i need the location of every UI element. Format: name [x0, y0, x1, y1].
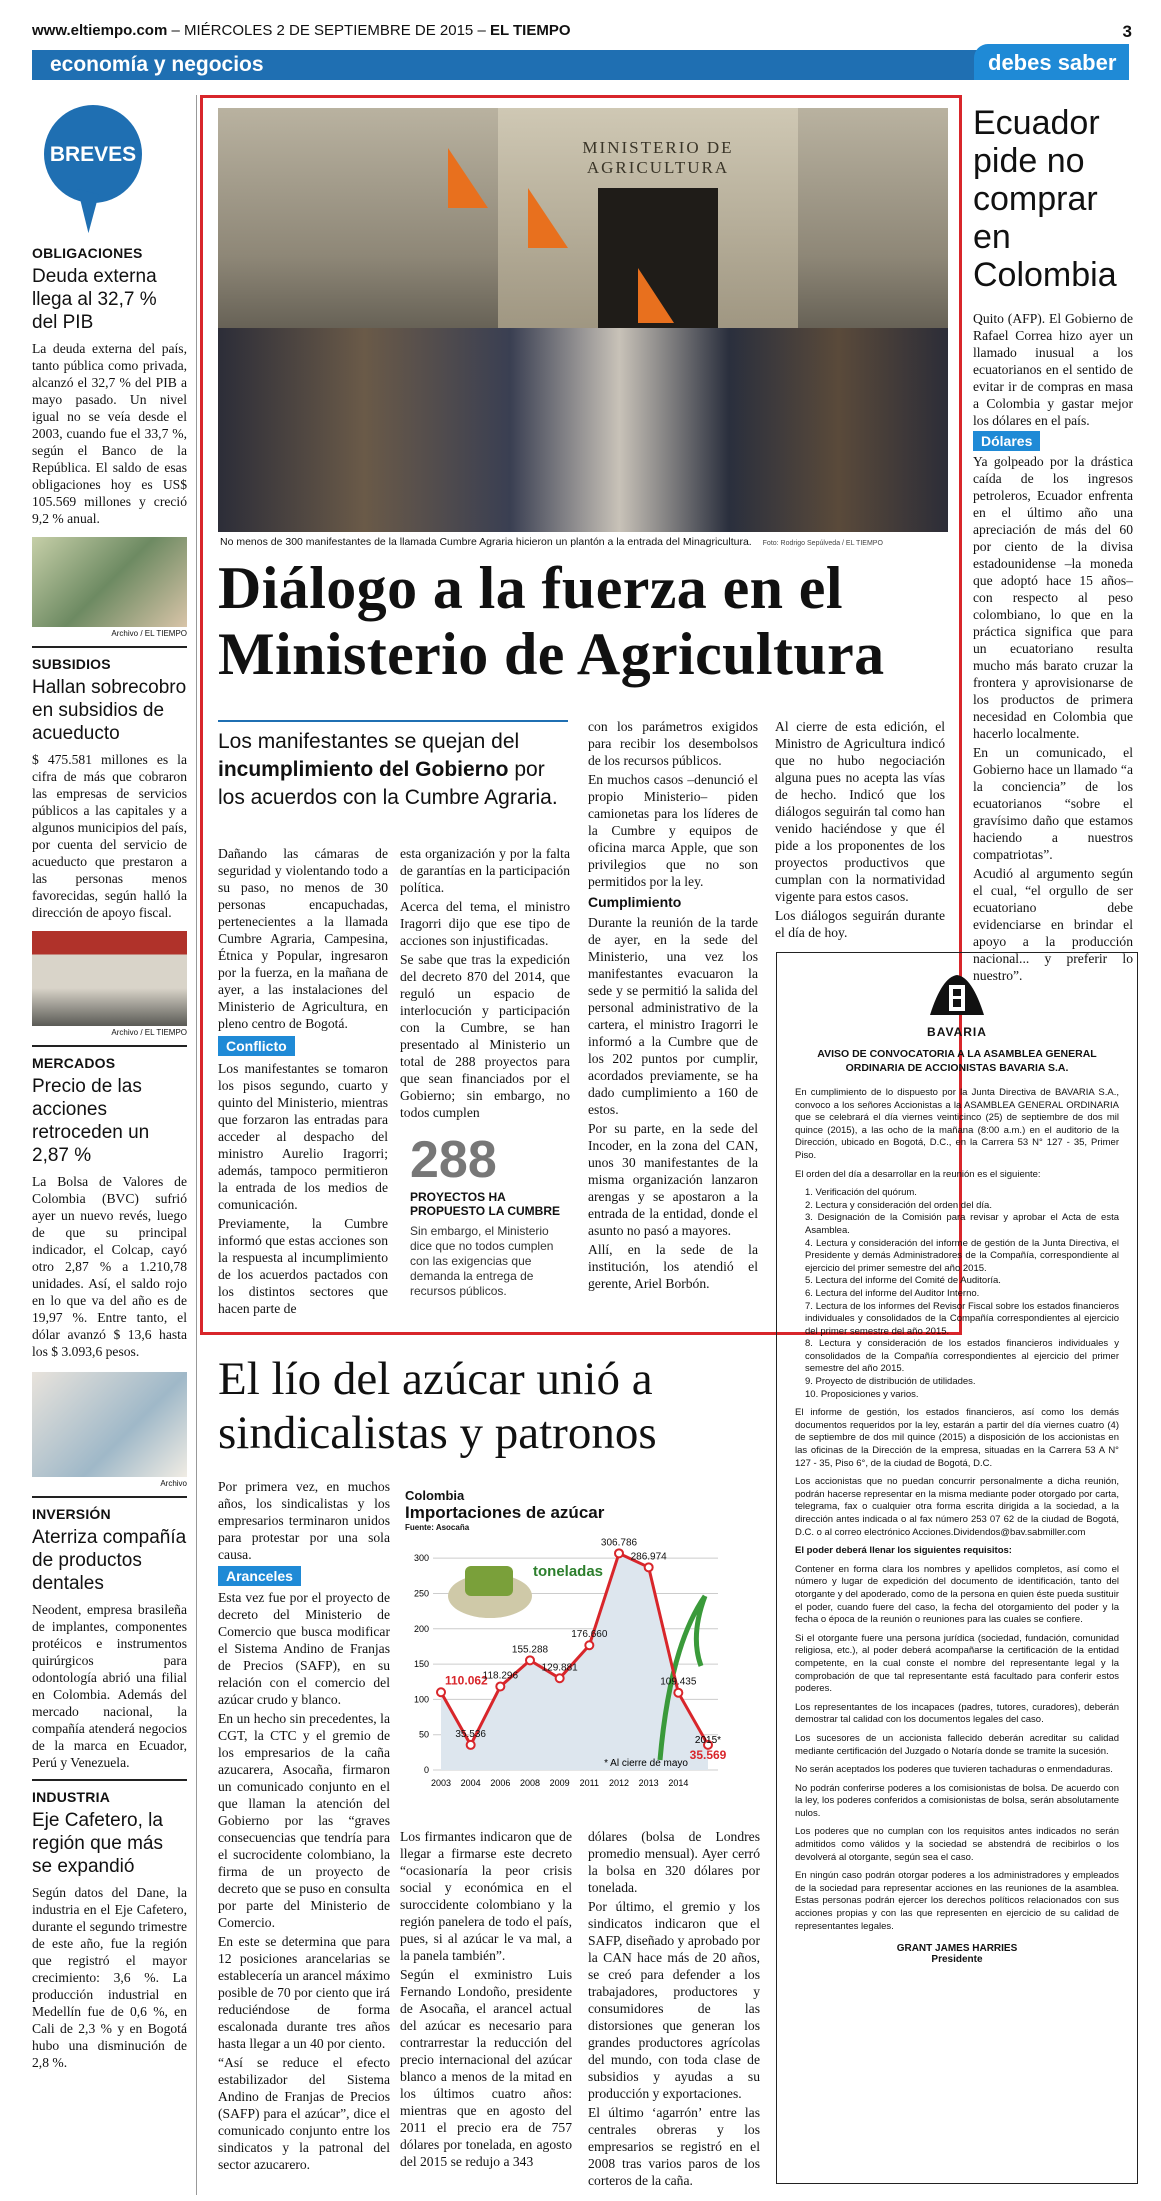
- breve-title[interactable]: Aterriza compañía de productos dentales: [32, 1527, 187, 1594]
- data-point: [526, 1656, 534, 1664]
- data-label: 306.786: [600, 1537, 638, 1549]
- breve-head: SUBSIDIOS: [32, 656, 111, 672]
- chart-svg: [405, 1536, 750, 1798]
- chart-note: * Al cierre de mayo: [604, 1758, 688, 1769]
- data-label: 155.288: [511, 1644, 549, 1656]
- x-tick-label: 2014: [668, 1778, 689, 1788]
- y-tick-label: 50: [418, 1729, 429, 1740]
- azucar-headline: El lío del azúcar unió a sindicalistas y patronos: [218, 1353, 657, 1459]
- stat-number: 288: [410, 1131, 497, 1189]
- aranceles-tag: Aranceles: [218, 1566, 390, 1586]
- x-tick-label: 2003: [430, 1778, 452, 1788]
- x-tick-label: 2004: [460, 1778, 481, 1788]
- x-tick-label: 2013: [638, 1778, 659, 1788]
- agenda-item: 5. Lectura del informe del Comité de Auditoría.: [805, 1275, 1001, 1287]
- column-rule: [196, 95, 197, 2195]
- building-sign: MINISTERIO DE AGRICULTURA: [582, 138, 734, 177]
- breve-head: OBLIGACIONES: [32, 245, 143, 261]
- ecuador-story: Ecuador pide no comprar en Colombia Quito (AFP). El Gobierno de Rafael Correa hizo ayer un llamado inusual a los ecuatorianos en el sentido de evitar ir de compras en masa a Colombia y gastar mejor los dólares en el país. Dólares Ya golpeado por la drástica caída de los ingresos petroleros, Ecuador enfrenta en el último año una apreciación de más del 60 por ciento de la divisa estadounidense –la moneda que adoptó hace 15 años– con respecto al peso colombiano, lo que en la práctica significa que para un ecuatoriano resulta mucho más barato cruzar la frontera y aprovisionarse de los productos de primera necesidad en Colombia que hacerlo localmente. En un comunicado, el Gobierno hace un llamado “a la conciencia” de los ecuatorianos “sobre el gravísimo daño que estamos haciendo a nuestros compatriotas”. Acudió al argumento según el cual, “el orgullo de ser ecuatoriano debe evidenciarse en brindar el apoyo a la producción nacional... y preferir lo nuestro”.: [973, 104, 1133, 983]
- y-tick-label: 150: [413, 1659, 429, 1670]
- data-point: [556, 1674, 564, 1682]
- breve-title[interactable]: Hallan sobrecobro en subsidios de acueducto: [32, 677, 187, 744]
- page-header: www.eltiempo.com – MIÉRCOLES 2 DE SEPTIEMBRE DE 2015 – EL TIEMPO 3: [32, 22, 1132, 41]
- data-label: 35.569: [689, 1747, 727, 1762]
- stat-box: [410, 1132, 570, 1299]
- signature-name: GRANT JAMES HARRIES: [896, 1943, 1018, 1955]
- breves-column: [32, 95, 187, 2195]
- data-label: 110.062: [445, 1673, 488, 1688]
- data-point: [467, 1741, 475, 1749]
- y-tick-label: 100: [413, 1694, 429, 1705]
- main-col-4: Al cierre de esta edición, el Ministro de Agricultura indicó que no hubo negociación alguna pues no acepta las vías de hecho. Indicó que los diálogos seguirán tal como han venido haciéndose y que él pide a los proponentes de los proyectos productivos que cumplan con la normatividad vigente para estos casos. Los diálogos seguirán durante el día de hoy.: [775, 719, 945, 940]
- dolares-tag: Dólares: [973, 431, 1133, 451]
- data-point: [645, 1563, 653, 1571]
- agenda-item: 8. Lectura y consideración de los estados financieros individuales y consolidados de la Compañía correspondientes al ejercicio del primer semestre del año 2015.: [805, 1338, 1119, 1375]
- agenda-item: 2. Lectura y consideración del orden del día.: [805, 1199, 992, 1211]
- azucar-col-2: Los firmantes indicaron que de llegar a firmarse este decreto “ocasionaría la peor crisis social y económica en el suroccidente colombiano y la región panelera de todo el país, pues, si al azúcar le va mal, a la panela también”. Según el exministro Luis Fernando Londoño, presidente de Asocaña, el arancel actual del azúcar es necesario para contrarrestar la reducción del precio internacional del azúcar blanco a menos de la mitad en los últimos cuatro años: mientras que en agosto del 2011 el precio era de 757 dólares por tonelada, en agosto del 2015 se redujo a 343: [400, 1829, 572, 2169]
- bavaria-notice: BAVARIA AVISO DE CONVOCATORIA A LA ASAMBLEA GENERAL ORDINARIA DE ACCIONISTAS BAVARIA S.A. En cumplimiento de lo dispuesto por la Junta Directiva de BAVARIA S.A., convoco a los señores Accionistas a la ASAMBLEA GENERAL ORDINARIA que se celebrará el día viernes veinticinco (25) de septiembre de dos mil quince (2015), a las ocho de la mañana (8:00 a.m.) en el auditorio de la Dirección, ubicado en Bogotá, D.C., en la Carrera 53 N° 127 - 35, Primer Piso. El orden del día a desarrollar en la reunión es el siguiente: 1. Verificación del quórum. 2. Lectura y consideración del orden del día. 3. Designación de la Comisión para revisar y aprobar el Acta de esta Asamblea. 4. Lectura y consideración del informe de gestión de la Junta Directiva, el Presidente y demás Administradores de la Compañía, correspondiente al ejercicio del primer semestre del año 2015. 5. Lectura del informe del Comité de Auditoría. 6. Lectura del informe del Auditor Interno. 7. Lectura de los informes del Revisor Fiscal sobre los estados financieros individuales y consolidados de la Compañía correspondientes al ejercicio del primer semestre del año 2015. 8. Lectura y consideración de los estados financieros individuales y consolidados de la Compañía correspondientes al ejercicio del primer semestre del año 2015. 9. Proyecto de distribución de utilidades. 10. Proposiciones y varios. El informe de gestión, los estados financieros, así como los demás documentos requeridos por la ley, estarán a partir del día viernes cuatro (4) de septiembre de dos mil quince (2015) a disposición de los accionistas en las oficinas de la Dirección de la empresa, situadas en la Carrera 53 A N° 127 - 35, Piso 6°, de la ciudad de Bogotá, D.C. Los accionistas que no puedan concurrir personalmente a dicha reunión, podrán hacerse representar en la misma mediante poder otorgado por carta, telegrama, fax o cualquier otra forma escrita dirigida a la sociedad, a la dirección antes indicada o al fax número 253 07 62 de la ciudad de Bogotá, D.C. o al correo electrónico Acciones.Dividendos@bav.sabmiller.com El poder deberá llenar los siguientes requisitos: Contener en forma clara los nombres y apellidos completos, así como el número y lugar de expedición del documento de identificación, tanto del otorgante y del apoderado, como de la persona en quien éste pueda sustituir el poder, cuando fuere del caso, la fecha del otorgamiento del poder y la fecha o época de la reunión o reuniones para las cuales se confiere. Si el otorgante fuere una persona jurídica (sociedad, fundación, comunidad religiosa, etc.), al poder deberá acompañarse la certificación de la entidad competente, en la cual conste el nombre del representante legal y la comprobación de que tal representante está facultado para conferir estos poderes. Los representantes de los incapaces (padres, tutores, curadores), deberán demostrar tal calidad con los documentos legales del caso. Los sucesores de un accionista fallecido deberán acreditar su calidad mediante certificación del Juzgado o Notaría donde se tramite la sucesión. No serán aceptados los poderes que tuvieren tachaduras o enmendaduras. No podrán conferirse poderes a los comisionistas de bolsa. De acuerdo con la ley, los poderes conferidos a comisionistas de bolsa, serán absolutamente nulos. Los poderes que no cumplan con los requisitos antes indicados no serán admitidos como válidos y la sociedad se abstendrá de recibirlos o los devolverá al otorgante, según sea el caso. En ningún caso podrán otorgar poderes a los administradores y empleados de la sociedad para representar acciones en las reuniones de la asamblea. Estas personas podrán ejercer los derechos políticos relacionados con sus acciones propias y con las que representen en ejercicio de su calidad de representantes legales. GRANT JAMES HARRIES Presidente: [776, 952, 1138, 2184]
- data-point: [585, 1641, 593, 1649]
- agenda-list: [795, 1187, 1119, 1401]
- x-tick-label: 2015*: [694, 1734, 722, 1746]
- agenda-item: 7. Lectura de los informes del Revisor Fiscal sobre los estados financieros individuales y consolidados de la Compañía correspondientes al ejercicio del primer semestre del año 2015.: [805, 1300, 1119, 1337]
- chart-title: Importaciones de azúcar: [405, 1503, 605, 1522]
- data-label: 176.660: [571, 1629, 608, 1641]
- data-label: 35.536: [455, 1728, 486, 1740]
- breve-body: La Bolsa de Valores de Colombia (BVC) sufrió ayer un nuevo revés, luego de que su principal indicador, el Colcap, cayó otro 2,87 % a 1.210,78 unidades. Así, el saldo rojo en lo que va del año es de 19,97 %. Entre tanto, el dólar avanzó $ 13,6 hasta los $ 3.093,6 pesos.: [32, 1174, 187, 1359]
- x-tick-label: 2008: [519, 1778, 541, 1788]
- y-tick-label: 300: [413, 1553, 429, 1564]
- data-point: [615, 1549, 623, 1557]
- agenda-item: 9. Proyecto de distribución de utilidades.: [805, 1376, 976, 1388]
- site-url[interactable]: www.eltiempo.com: [32, 22, 168, 39]
- x-tick-label: 2011: [579, 1778, 600, 1788]
- chart-unit: toneladas: [533, 1563, 604, 1580]
- agenda-item: 3. Designación de la Comisión para revisar y aprobar el Acta de esta Asamblea.: [805, 1212, 1119, 1236]
- bavaria-logo: BAVARIA: [795, 971, 1119, 1039]
- stock-exchange-photo: [32, 931, 187, 1026]
- main-col-2: esta organización y por la falta de garantías en la participación política. Acerca del tema, el ministro Iragorri dijo que ese tipo de acciones son injustificadas. Se sabe que tras la expedición del decreto 870 del 2014, que reguló un espacio de interlocución y participación con la Cumbre, se han presentado al Ministerio un total de 288 proyectos para que sean financiados por el Gobierno; sin embargo, no todos cumplen: [400, 846, 570, 1120]
- breve-item: MERCADOS Precio de las acciones retroceden un 2,87 % La Bolsa de Valores de Colombia (BVC) sufrió ayer un nuevo revés, luego de que su principal indicador, el Colcap, cayó otro 2,87 % a 1.210,78 unidades. Así, el saldo rojo en lo que va del año es de 19,97 %. Entre tanto, el dólar avanzó $ 13,6 hasta los $ 3.093,6 pesos. Archivo: [32, 1055, 187, 1488]
- data-point: [437, 1688, 445, 1696]
- x-tick-label: 2009: [549, 1778, 570, 1788]
- data-label: 118.296: [482, 1670, 519, 1682]
- paper-name: EL TIEMPO: [489, 22, 571, 39]
- sugar-imports-chart: [405, 1488, 750, 1798]
- chart-kicker: Colombia: [405, 1488, 465, 1503]
- chart-source: Fuente: Asocaña: [405, 1523, 470, 1532]
- cane-bundle-icon: [465, 1566, 513, 1596]
- agenda-item: 10. Proposiciones y varios.: [805, 1388, 919, 1400]
- azucar-col-1: Por primera vez, en muchos años, los sindicalistas y los empresarios terminaron unidos para protestar por una sola causa. Aranceles Esta vez fue por el proyecto de decreto del Ministerio de Comercio que busca modificar el Sistema Andino de Franjas de Precios (SAFP), en su relación con el comercio del azúcar crudo y blanco. En un hecho sin precedentes, la CGT, la CTC y el gremio de los empresarios de la caña azucarera, Asocaña, firmaron un comunicado conjunto en el que llaman la atención del Gobierno por las “graves consecuencias que tendría para el sucrocidente colombiano, la firma de un proyecto de decreto que se puso en consulta por parte del Ministerio de Comercio. En este se determina que para 12 posiciones arancelarias se establecería un arancel máximo posible de 70 por ciento que irá reduciéndose de forma escalonada durante tres años hasta llegar a un 40 por ciento. “Así se reduce el efecto estabilizador del Sistema Andino de Franjas de Precios (SAFP) para el azúcar”, dice el comunicado conjunto entre los sindicatos y la patronal del sector azucarero.: [218, 1479, 390, 2172]
- main-col-3: con los parámetros exigidos para recibir los desembolsos de los recursos públicos. En muchos casos –denunció el propio Ministerio– piden camionetas para los líderes de la Cumbre y equipos de oficina marca Apple, que son privilegios que no son permitidos por la ley. Cumplimiento Durante la reunión de la tarde de ayer, en la sede del Ministerio, una vez los manifestantes evacuaron la sede y se permitió la salida del personal administrativo de la cartera, el ministro Iragorri le informó a la Cumbre que de los 202 puntos por cumplir, acordados previamente, se ha dado cumplimiento a 160 de estos. Por su parte, en la sede del Incoder, en la zona del CAN, unos 30 manifestantes de la misma organización lanzaron arengas y se apostaron a la entrada de la entidad, donde el asunto no pasó a mayores. Allí, en la sede de la institución, los atendió el gerente, Ariel Borbón.: [588, 719, 758, 1291]
- main-col-1: Dañando las cámaras de seguridad y violentando todo a su paso, no menos de 30 personas encapuchadas, pertenecientes a la llamada Cumbre Agraria, Campesina, Étnica y Popular, ingresaron por la fuerza, en la mañana de ayer, a las instalaciones del Ministerio de Agricultura, en pleno centro de Bogotá. Conflicto Los manifestantes se tomaron los pisos segundo, cuarto y quinto del Ministerio, mientras que forzaron las entradas para acceder al despacho del ministro Aurelio Iragorri; además, tampoco permitieron la entrada de los medios de comunicación. Previamente, la Cumbre informó que estas acciones son la respuesta al incumplimiento de los acuerdos pactados con los distintos sectores que hacen parte de: [218, 846, 388, 1316]
- main-headline: Diálogo a la fuerza en el Ministerio de Agricultura: [218, 555, 885, 687]
- conflicto-tag: Conflicto: [218, 1036, 388, 1056]
- data-label: 109.435: [660, 1676, 697, 1688]
- signature-role: Presidente: [931, 1954, 983, 1966]
- x-tick-label: 2006: [490, 1778, 511, 1788]
- azucar-col-3: dólares (bolsa de Londres promedio mensual). Ayer cerró la bolsa en 320 dólares por tonelada. Por último, el gremio y los sindicatos indicaron que el SAFP, diseñado y aprobado por la CAN hace más de 20 años, se creó para defender a los trabajadores, productores y consumidores de las distorsiones que generan los grandes productores agrícolas del mundo, con toda clase de subsidios y ayudas a su producción y exportaciones. El último ‘agarrón’ entre las centrales obreras y los empresarios se registró en el 2008 tras varios paros de los corteros de la caña.: [588, 1829, 760, 2188]
- breve-item: OBLIGACIONES Deuda externa llega al 32,7 % del PIB La deuda externa del país, tanto pública como privada, alcanzó el 32,7 % del PIB a mayo pasado. Un nivel igual no se veía desde el 2003, cuando fue el 33,7 %, según el Banco de la República. El saldo de esas obligaciones hoy es US$ 105.569 millones y creció 9,2 % anual. Archivo / EL TIEMPO: [32, 245, 187, 638]
- y-tick-label: 200: [413, 1623, 429, 1634]
- breve-head: INVERSIÓN: [32, 1506, 111, 1522]
- photo-credit: Foto: Rodrigo Sepúlveda / EL TIEMPO: [762, 540, 883, 547]
- notice-title: AVISO DE CONVOCATORIA A LA ASAMBLEA GENERAL ORDINARIA DE ACCIONISTAS BAVARIA S.A.: [817, 1048, 1097, 1074]
- breve-head: MERCADOS: [32, 1055, 116, 1071]
- stat-text: Sin embargo, el Ministerio dice que no todos cumplen con las exigencias que demanda la entrega de recursos públicos.: [410, 1224, 554, 1298]
- agenda-item: 6. Lectura del informe del Auditor Interno.: [805, 1287, 980, 1299]
- agenda-item: 4. Lectura y consideración del informe de gestión de la Junta Directiva, el Presidente y demás Administradores de la Compañía, correspondiente al ejercicio del primer semestre del año 2015.: [805, 1237, 1119, 1274]
- breve-head: INDUSTRIA: [32, 1789, 111, 1805]
- breve-item: [32, 1506, 187, 1771]
- breve-item: [32, 1789, 187, 2071]
- protest-photo: [218, 108, 948, 532]
- breve-body: La deuda externa del país, tanto pública como privada, alcanzó el 32,7 % del PIB a mayo pasado. Un nivel igual no se veía desde el 2003, cuando fue el 33,7 %, según el Banco de la República. El saldo de esas obligaciones hoy es US$ 105.569 millones y creció 9,2 % anual.: [32, 341, 187, 526]
- data-point: [496, 1682, 504, 1690]
- breve-title[interactable]: Eje Cafetero, la región que más se expandió: [32, 1810, 163, 1877]
- breve-body: Según datos del Dane, la industria en el Eje Cafetero, durante el segundo trimestre de este año, fue la región que registró el mayor crecimiento: 3,6 %. La producción industrial en Medellín fue de 0,6 %, en Cali de 2,3 % y en Bogotá hubo una disminución de 2,8 %.: [32, 1885, 187, 2070]
- section-bar: [32, 50, 1129, 80]
- dental-photo: [32, 1372, 187, 1477]
- data-label: 286.974: [630, 1551, 667, 1563]
- breve-body: $ 475.581 millones es la cifra de más que cobraron las empresas de servicios públicos a las capitales y a algunos municipios del país, por cuenta del servicio de acueducto que prestaron a las personas menos favorecidas, según halló la dirección de apoyo fiscal.: [32, 752, 187, 920]
- y-tick-label: 0: [423, 1765, 429, 1775]
- breve-title[interactable]: Precio de las acciones retroceden un 2,87 %: [32, 1076, 150, 1166]
- bavaria-emblem-icon: [922, 971, 992, 1021]
- x-tick-label: 2012: [608, 1778, 630, 1788]
- section-title: economía y negocios: [50, 53, 264, 76]
- agenda-item: 1. Verificación del quórum.: [805, 1187, 917, 1199]
- debes-saber-badge: debes saber: [974, 44, 1129, 80]
- breve-body: Neodent, empresa brasileña de implantes, componentes protéicos e instrumentos quirúrgicos para odontología abrió una filial en Colombia. Además del mercado nacional, la compañía atenderá negocios de la marca en Ecuador, Perú y Venezuela.: [32, 1602, 187, 1770]
- money-photo: [32, 537, 187, 627]
- page-number: 3: [1122, 22, 1132, 41]
- breve-title[interactable]: Deuda externa llega al 32,7 % del PIB: [32, 266, 157, 333]
- main-lead: Los manifestantes se quejan del incumplimiento del Gobierno por los acuerdos con la Cumbre Agraria.: [218, 720, 568, 812]
- breve-item: SUBSIDIOS Hallan sobrecobro en subsidios de acueducto $ 475.581 millones es la cifra de más que cobraron las empresas de servicios públicos a las capitales y a algunos municipios del país, por cuenta del servicio de acueducto que prestaron a las personas menos favorecidas, según halló la dirección de apoyo fiscal. Archivo / EL TIEMPO: [32, 656, 187, 1037]
- data-label: 129.881: [541, 1662, 578, 1674]
- data-point: [674, 1689, 682, 1697]
- breves-logo: BREVES: [32, 95, 187, 245]
- y-tick-label: 250: [413, 1588, 429, 1599]
- photo-caption: No menos de 300 manifestantes de la llamada Cumbre Agraria hicieron un plantón a la entrada del Minagricultura. Foto: Rodrigo Sepúlveda / EL TIEMPO: [220, 536, 883, 548]
- subhead-cumplimiento: Cumplimiento: [588, 894, 682, 910]
- ecuador-headline[interactable]: Ecuador pide no comprar en Colombia: [973, 104, 1117, 294]
- stat-label: PROYECTOS HA PROPUESTO LA CUMBRE: [410, 1190, 561, 1218]
- issue-date: MIÉRCOLES 2 DE SEPTIEMBRE DE 2015: [184, 22, 474, 39]
